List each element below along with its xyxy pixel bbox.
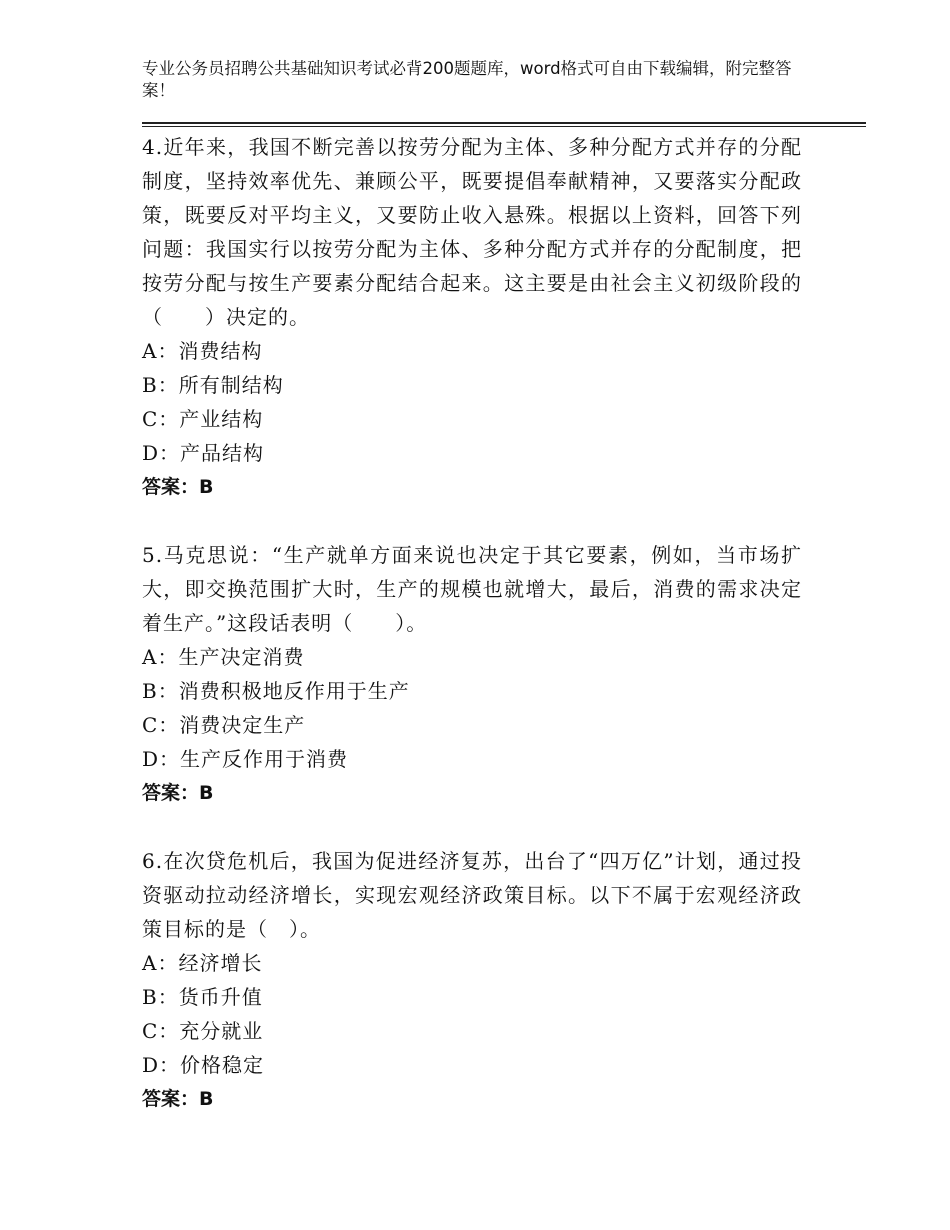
option-c: C：消费决定生产 <box>142 713 306 737</box>
question-6 <box>142 844 802 1116</box>
option-a: A：经济增长 <box>142 951 263 975</box>
question-spacer <box>142 504 802 538</box>
question-list <box>142 130 802 1116</box>
question-stem: 4.近年来，我国不断完善以按劳分配为主体、多种分配方式并存的分配制度，坚持效率优先、兼顾公平，既要提倡奉献精神，又要落实分配政策，既要反对平均主义，又要防止收入悬殊。根据以上资料，回答下列问题：我国实行以按劳分配为主体、多种分配方式并存的分配制度，把按劳分配与按生产要素分配结合起来。这主要是由社会主义初级阶段的（ ）决定的。 <box>142 135 802 329</box>
option-d: D：价格稳定 <box>142 1053 265 1077</box>
document-header <box>142 58 822 102</box>
option-a: A：生产决定消费 <box>142 645 305 669</box>
option-b: B：货币升值 <box>142 985 263 1009</box>
header-title: 专业公务员招聘公共基础知识考试必背200题题库，word格式可自由下载编辑，附完整答案！ <box>142 59 792 100</box>
option-d: D：产品结构 <box>142 441 265 465</box>
answer-label: 答案：B <box>142 782 214 804</box>
header-rule-thin <box>142 126 866 127</box>
question-stem: 6.在次贷危机后，我国为促进经济复苏，出台了“四万亿”计划，通过投资驱动拉动经济增长，实现宏观经济政策目标。以下不属于宏观经济政策目标的是（ ）。 <box>142 849 802 941</box>
answer-label: 答案：B <box>142 1088 214 1110</box>
answer-label: 答案：B <box>142 476 214 498</box>
question-4 <box>142 130 802 504</box>
question-stem: 5.马克思说：“生产就单方面来说也决定于其它要素，例如，当市场扩大，即交换范围扩大时，生产的规模也就增大，最后，消费的需求决定着生产。”这段话表明（ ）。 <box>142 543 802 635</box>
option-b: B：所有制结构 <box>142 373 284 397</box>
option-d: D：生产反作用于消费 <box>142 747 349 771</box>
option-b: B：消费积极地反作用于生产 <box>142 679 410 703</box>
option-c: C：充分就业 <box>142 1019 264 1043</box>
option-c: C：产业结构 <box>142 407 264 431</box>
question-spacer <box>142 810 802 844</box>
header-rule-thick <box>142 122 866 124</box>
question-5 <box>142 538 802 810</box>
option-a: A：消费结构 <box>142 339 263 363</box>
